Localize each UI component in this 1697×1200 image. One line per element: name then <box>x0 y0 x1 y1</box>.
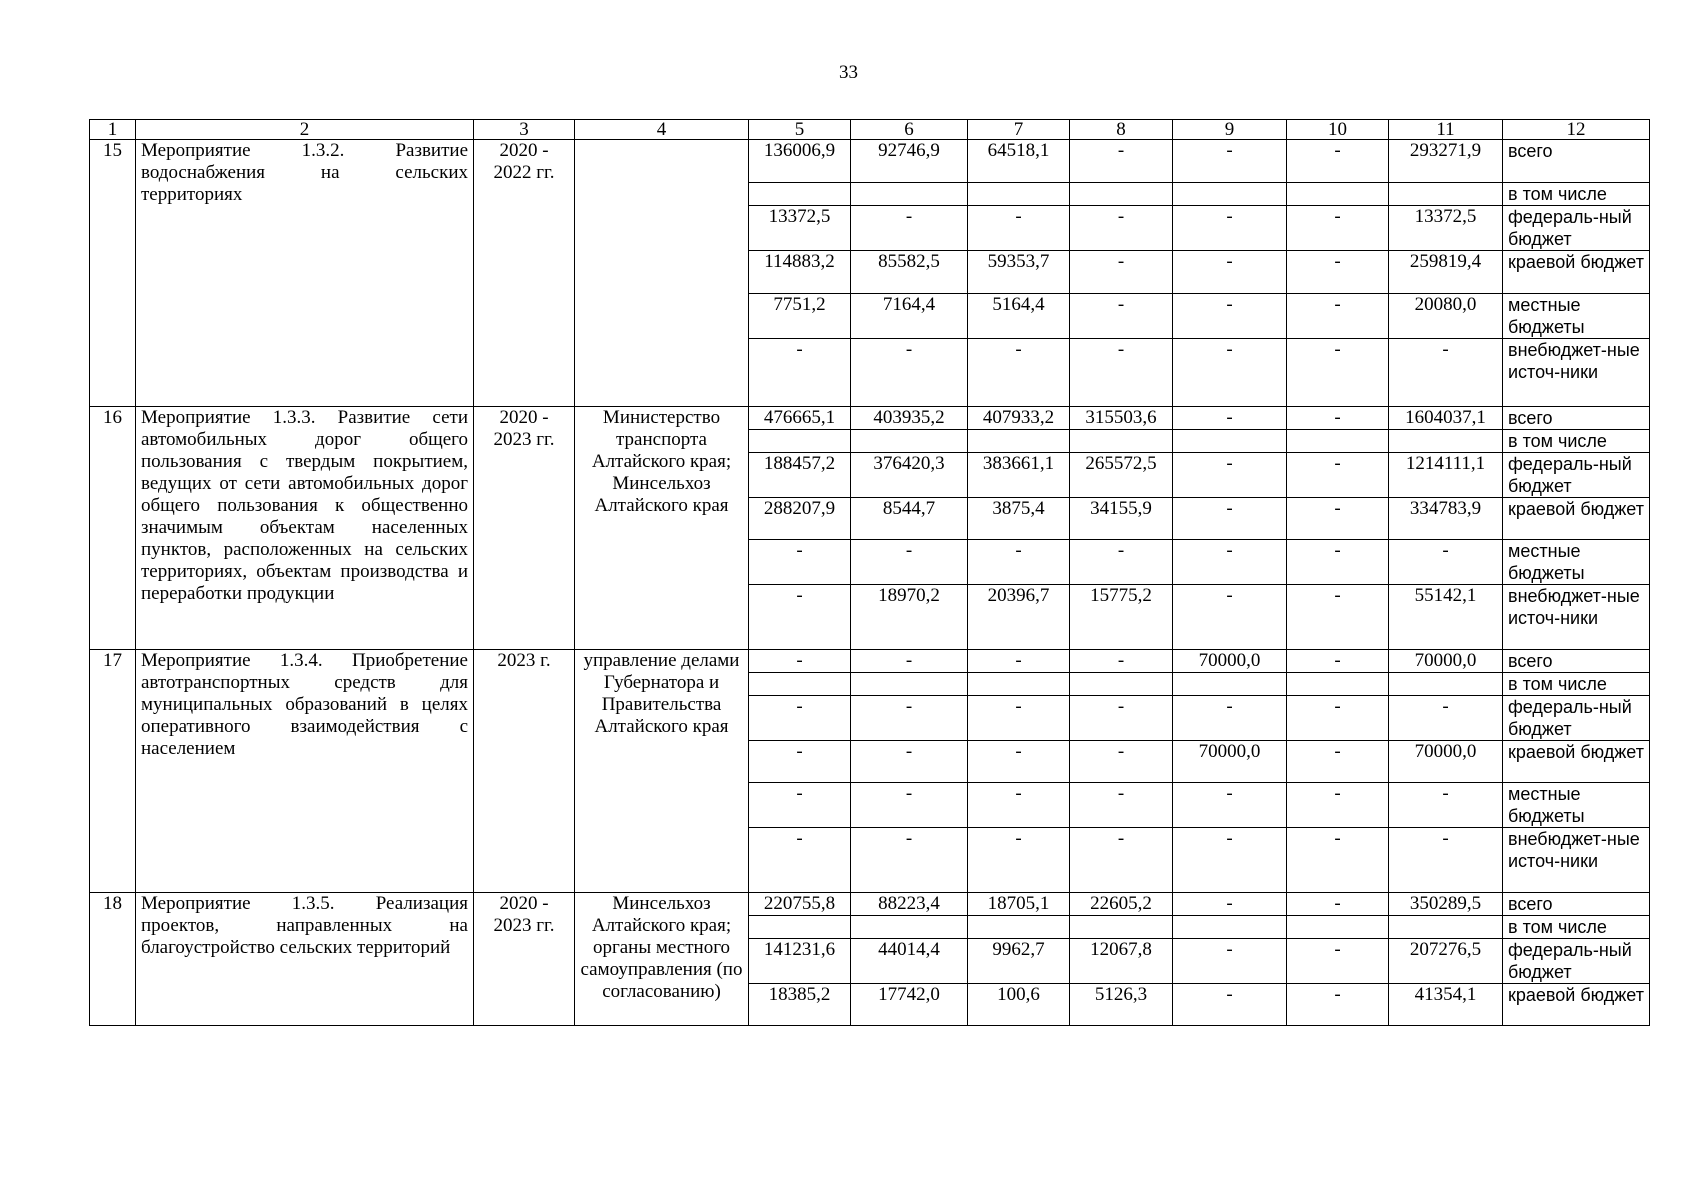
header-cell: 9 <box>1173 120 1287 140</box>
value-cell: - <box>968 339 1070 407</box>
value-cell <box>851 673 968 696</box>
row-number: 17 <box>90 650 136 893</box>
value-cell: - <box>1173 294 1287 339</box>
header-cell: 7 <box>968 120 1070 140</box>
value-cell <box>968 183 1070 206</box>
activity-title: Мероприятие 1.3.5. Реализация проектов, направленных на благоустройство сельских территорий <box>136 893 474 1026</box>
funding-source: местные бюджеты <box>1503 783 1650 828</box>
funding-source: всего <box>1503 650 1650 673</box>
value-cell: - <box>1287 650 1389 673</box>
value-cell: - <box>968 540 1070 585</box>
funding-source: федераль-ный бюджет <box>1503 696 1650 741</box>
value-cell <box>968 673 1070 696</box>
value-cell: 315503,6 <box>1070 407 1173 430</box>
header-cell: 10 <box>1287 120 1389 140</box>
value-cell: - <box>749 741 851 783</box>
value-cell <box>1287 673 1389 696</box>
value-cell: - <box>851 206 968 251</box>
value-cell: 5126,3 <box>1070 984 1173 1026</box>
value-cell: - <box>1287 984 1389 1026</box>
value-cell: - <box>968 783 1070 828</box>
value-cell: - <box>749 585 851 650</box>
value-cell: - <box>1389 828 1503 893</box>
value-cell: - <box>851 540 968 585</box>
header-cell: 5 <box>749 120 851 140</box>
value-cell: - <box>1173 339 1287 407</box>
value-cell: - <box>1070 783 1173 828</box>
value-cell: 44014,4 <box>851 939 968 984</box>
value-cell: 100,6 <box>968 984 1070 1026</box>
value-cell: 12067,8 <box>1070 939 1173 984</box>
value-cell: - <box>851 783 968 828</box>
funding-source: всего <box>1503 140 1650 183</box>
value-cell: 20396,7 <box>968 585 1070 650</box>
value-cell: 3875,4 <box>968 498 1070 540</box>
executor <box>575 140 749 407</box>
value-cell: - <box>968 828 1070 893</box>
value-cell <box>851 183 968 206</box>
value-cell: 136006,9 <box>749 140 851 183</box>
value-cell: 476665,1 <box>749 407 851 430</box>
value-cell <box>1173 183 1287 206</box>
header-cell: 6 <box>851 120 968 140</box>
funding-source: краевой бюджет <box>1503 741 1650 783</box>
executor: управление делами Губернатора и Правительства Алтайского края <box>575 650 749 893</box>
activity-title: Мероприятие 1.3.4. Приобретение автотранспортных средств для муниципальных образований в целях оперативного взаимодействия с населением <box>136 650 474 893</box>
value-cell: 1604037,1 <box>1389 407 1503 430</box>
value-cell <box>1173 673 1287 696</box>
value-cell: - <box>1070 206 1173 251</box>
value-cell: 15775,2 <box>1070 585 1173 650</box>
value-cell: 7164,4 <box>851 294 968 339</box>
value-cell: - <box>1070 251 1173 294</box>
value-cell: - <box>749 828 851 893</box>
value-cell: 407933,2 <box>968 407 1070 430</box>
value-cell: 220755,8 <box>749 893 851 916</box>
value-cell: 92746,9 <box>851 140 968 183</box>
value-cell: 64518,1 <box>968 140 1070 183</box>
value-cell: - <box>1173 407 1287 430</box>
value-cell <box>749 183 851 206</box>
value-cell <box>749 673 851 696</box>
value-cell: - <box>1173 696 1287 741</box>
value-cell: - <box>968 206 1070 251</box>
value-cell: - <box>1070 650 1173 673</box>
funding-source: в том числе <box>1503 673 1650 696</box>
value-cell: - <box>1287 585 1389 650</box>
funding-source: в том числе <box>1503 183 1650 206</box>
header-cell: 8 <box>1070 120 1173 140</box>
page-number: 33 <box>839 62 858 83</box>
value-cell: 70000,0 <box>1173 741 1287 783</box>
value-cell: - <box>1389 540 1503 585</box>
value-cell: - <box>1173 828 1287 893</box>
value-cell: - <box>1173 453 1287 498</box>
value-cell: 403935,2 <box>851 407 968 430</box>
activity-title: Мероприятие 1.3.2. Развитие водоснабжения на сельских территориях <box>136 140 474 407</box>
value-cell: - <box>968 696 1070 741</box>
value-cell: - <box>749 696 851 741</box>
value-cell: - <box>1287 206 1389 251</box>
budget-table <box>89 119 1650 1026</box>
funding-source: федераль-ный бюджет <box>1503 939 1650 984</box>
value-cell: 1214111,1 <box>1389 453 1503 498</box>
value-cell <box>1070 673 1173 696</box>
header-row <box>90 120 1650 140</box>
value-cell <box>1389 183 1503 206</box>
funding-source: в том числе <box>1503 916 1650 939</box>
funding-source: местные бюджеты <box>1503 540 1650 585</box>
value-cell: 293271,9 <box>1389 140 1503 183</box>
row-number: 15 <box>90 140 136 407</box>
value-cell: 70000,0 <box>1173 650 1287 673</box>
value-cell: 20080,0 <box>1389 294 1503 339</box>
value-cell: 70000,0 <box>1389 650 1503 673</box>
header-cell: 12 <box>1503 120 1650 140</box>
value-cell: - <box>749 540 851 585</box>
value-cell: - <box>749 783 851 828</box>
value-cell <box>1287 430 1389 453</box>
value-cell <box>1070 916 1173 939</box>
value-cell: 17742,0 <box>851 984 968 1026</box>
header-cell: 2 <box>136 120 474 140</box>
value-cell: - <box>968 650 1070 673</box>
value-cell: - <box>1173 893 1287 916</box>
value-cell: - <box>1173 984 1287 1026</box>
funding-source: краевой бюджет <box>1503 251 1650 294</box>
value-cell <box>1070 183 1173 206</box>
value-cell <box>1173 430 1287 453</box>
value-cell: 207276,5 <box>1389 939 1503 984</box>
header-cell: 4 <box>575 120 749 140</box>
table-row <box>90 893 1650 916</box>
value-cell: - <box>1070 339 1173 407</box>
table-row <box>90 407 1650 430</box>
value-cell: 334783,9 <box>1389 498 1503 540</box>
value-cell: - <box>1070 294 1173 339</box>
table-row <box>90 650 1650 673</box>
value-cell: 18970,2 <box>851 585 968 650</box>
value-cell: - <box>1287 453 1389 498</box>
funding-source: всего <box>1503 407 1650 430</box>
value-cell: 18705,1 <box>968 893 1070 916</box>
value-cell <box>968 430 1070 453</box>
value-cell: - <box>1389 339 1503 407</box>
value-cell: 141231,6 <box>749 939 851 984</box>
value-cell: - <box>1173 251 1287 294</box>
value-cell: - <box>749 339 851 407</box>
funding-source: внебюджет-ные источ-ники <box>1503 339 1650 407</box>
value-cell: - <box>1287 783 1389 828</box>
value-cell: - <box>1173 140 1287 183</box>
header-cell: 3 <box>474 120 575 140</box>
funding-source: федераль-ный бюджет <box>1503 206 1650 251</box>
value-cell <box>1389 673 1503 696</box>
value-cell: 85582,5 <box>851 251 968 294</box>
value-cell: 114883,2 <box>749 251 851 294</box>
value-cell <box>968 916 1070 939</box>
value-cell: 288207,9 <box>749 498 851 540</box>
value-cell <box>1173 916 1287 939</box>
value-cell: - <box>1287 741 1389 783</box>
value-cell: 13372,5 <box>1389 206 1503 251</box>
value-cell: 9962,7 <box>968 939 1070 984</box>
row-number: 18 <box>90 893 136 1026</box>
value-cell: - <box>1070 140 1173 183</box>
value-cell: 88223,4 <box>851 893 968 916</box>
header-cell: 11 <box>1389 120 1503 140</box>
value-cell: - <box>1287 498 1389 540</box>
value-cell: 7751,2 <box>749 294 851 339</box>
value-cell: 55142,1 <box>1389 585 1503 650</box>
value-cell <box>851 430 968 453</box>
table-row <box>90 140 1650 183</box>
period: 2020 - 2022 гг. <box>474 140 575 407</box>
funding-source: в том числе <box>1503 430 1650 453</box>
value-cell: 265572,5 <box>1070 453 1173 498</box>
activity-title: Мероприятие 1.3.3. Развитие сети автомобильных дорог общего пользования с твердым покрытием, ведущих от сети автомобильных дорог общего пользования к общественно значимым объектам населенных пунктов, расположенных на сельских территориях, объектам производства и переработки продукции <box>136 407 474 650</box>
value-cell: - <box>851 650 968 673</box>
value-cell <box>1389 430 1503 453</box>
value-cell: 13372,5 <box>749 206 851 251</box>
value-cell: - <box>1173 783 1287 828</box>
funding-source: краевой бюджет <box>1503 984 1650 1026</box>
value-cell: - <box>968 741 1070 783</box>
value-cell: - <box>749 650 851 673</box>
value-cell: - <box>1287 540 1389 585</box>
value-cell: - <box>1173 206 1287 251</box>
value-cell <box>851 916 968 939</box>
value-cell <box>1070 430 1173 453</box>
executor: Минсельхоз Алтайского края; органы местного самоуправления (по согласованию) <box>575 893 749 1026</box>
value-cell: - <box>851 741 968 783</box>
funding-source: всего <box>1503 893 1650 916</box>
value-cell: - <box>1173 939 1287 984</box>
executor: Министерство транспорта Алтайского края; Минсельхоз Алтайского края <box>575 407 749 650</box>
value-cell: 188457,2 <box>749 453 851 498</box>
funding-source: краевой бюджет <box>1503 498 1650 540</box>
value-cell <box>1287 916 1389 939</box>
value-cell: - <box>1070 741 1173 783</box>
value-cell: 34155,9 <box>1070 498 1173 540</box>
value-cell <box>749 916 851 939</box>
funding-source: внебюджет-ные источ-ники <box>1503 585 1650 650</box>
value-cell: 376420,3 <box>851 453 968 498</box>
value-cell: 259819,4 <box>1389 251 1503 294</box>
value-cell: 41354,1 <box>1389 984 1503 1026</box>
row-number: 16 <box>90 407 136 650</box>
value-cell: - <box>851 696 968 741</box>
value-cell: - <box>1287 696 1389 741</box>
value-cell: - <box>1287 828 1389 893</box>
value-cell: - <box>851 828 968 893</box>
value-cell: 18385,2 <box>749 984 851 1026</box>
value-cell: 59353,7 <box>968 251 1070 294</box>
value-cell: 383661,1 <box>968 453 1070 498</box>
period: 2020 - 2023 гг. <box>474 893 575 1026</box>
period: 2023 г. <box>474 650 575 893</box>
value-cell: - <box>1173 540 1287 585</box>
funding-source: местные бюджеты <box>1503 294 1650 339</box>
value-cell: - <box>1287 939 1389 984</box>
value-cell: 350289,5 <box>1389 893 1503 916</box>
funding-source: федераль-ный бюджет <box>1503 453 1650 498</box>
value-cell: - <box>1173 498 1287 540</box>
header-cell: 1 <box>90 120 136 140</box>
value-cell <box>749 430 851 453</box>
value-cell <box>1287 183 1389 206</box>
value-cell: - <box>1389 696 1503 741</box>
value-cell: - <box>1070 828 1173 893</box>
value-cell: - <box>1287 140 1389 183</box>
value-cell: - <box>1287 251 1389 294</box>
value-cell: 70000,0 <box>1389 741 1503 783</box>
value-cell <box>1389 916 1503 939</box>
value-cell: - <box>1173 585 1287 650</box>
value-cell: - <box>1070 696 1173 741</box>
period: 2020 - 2023 гг. <box>474 407 575 650</box>
value-cell: - <box>1389 783 1503 828</box>
value-cell: - <box>1287 407 1389 430</box>
value-cell: 5164,4 <box>968 294 1070 339</box>
value-cell: - <box>1070 540 1173 585</box>
value-cell: - <box>1287 893 1389 916</box>
value-cell: 22605,2 <box>1070 893 1173 916</box>
value-cell: - <box>1287 339 1389 407</box>
value-cell: - <box>1287 294 1389 339</box>
value-cell: 8544,7 <box>851 498 968 540</box>
funding-source: внебюджет-ные источ-ники <box>1503 828 1650 893</box>
value-cell: - <box>851 339 968 407</box>
